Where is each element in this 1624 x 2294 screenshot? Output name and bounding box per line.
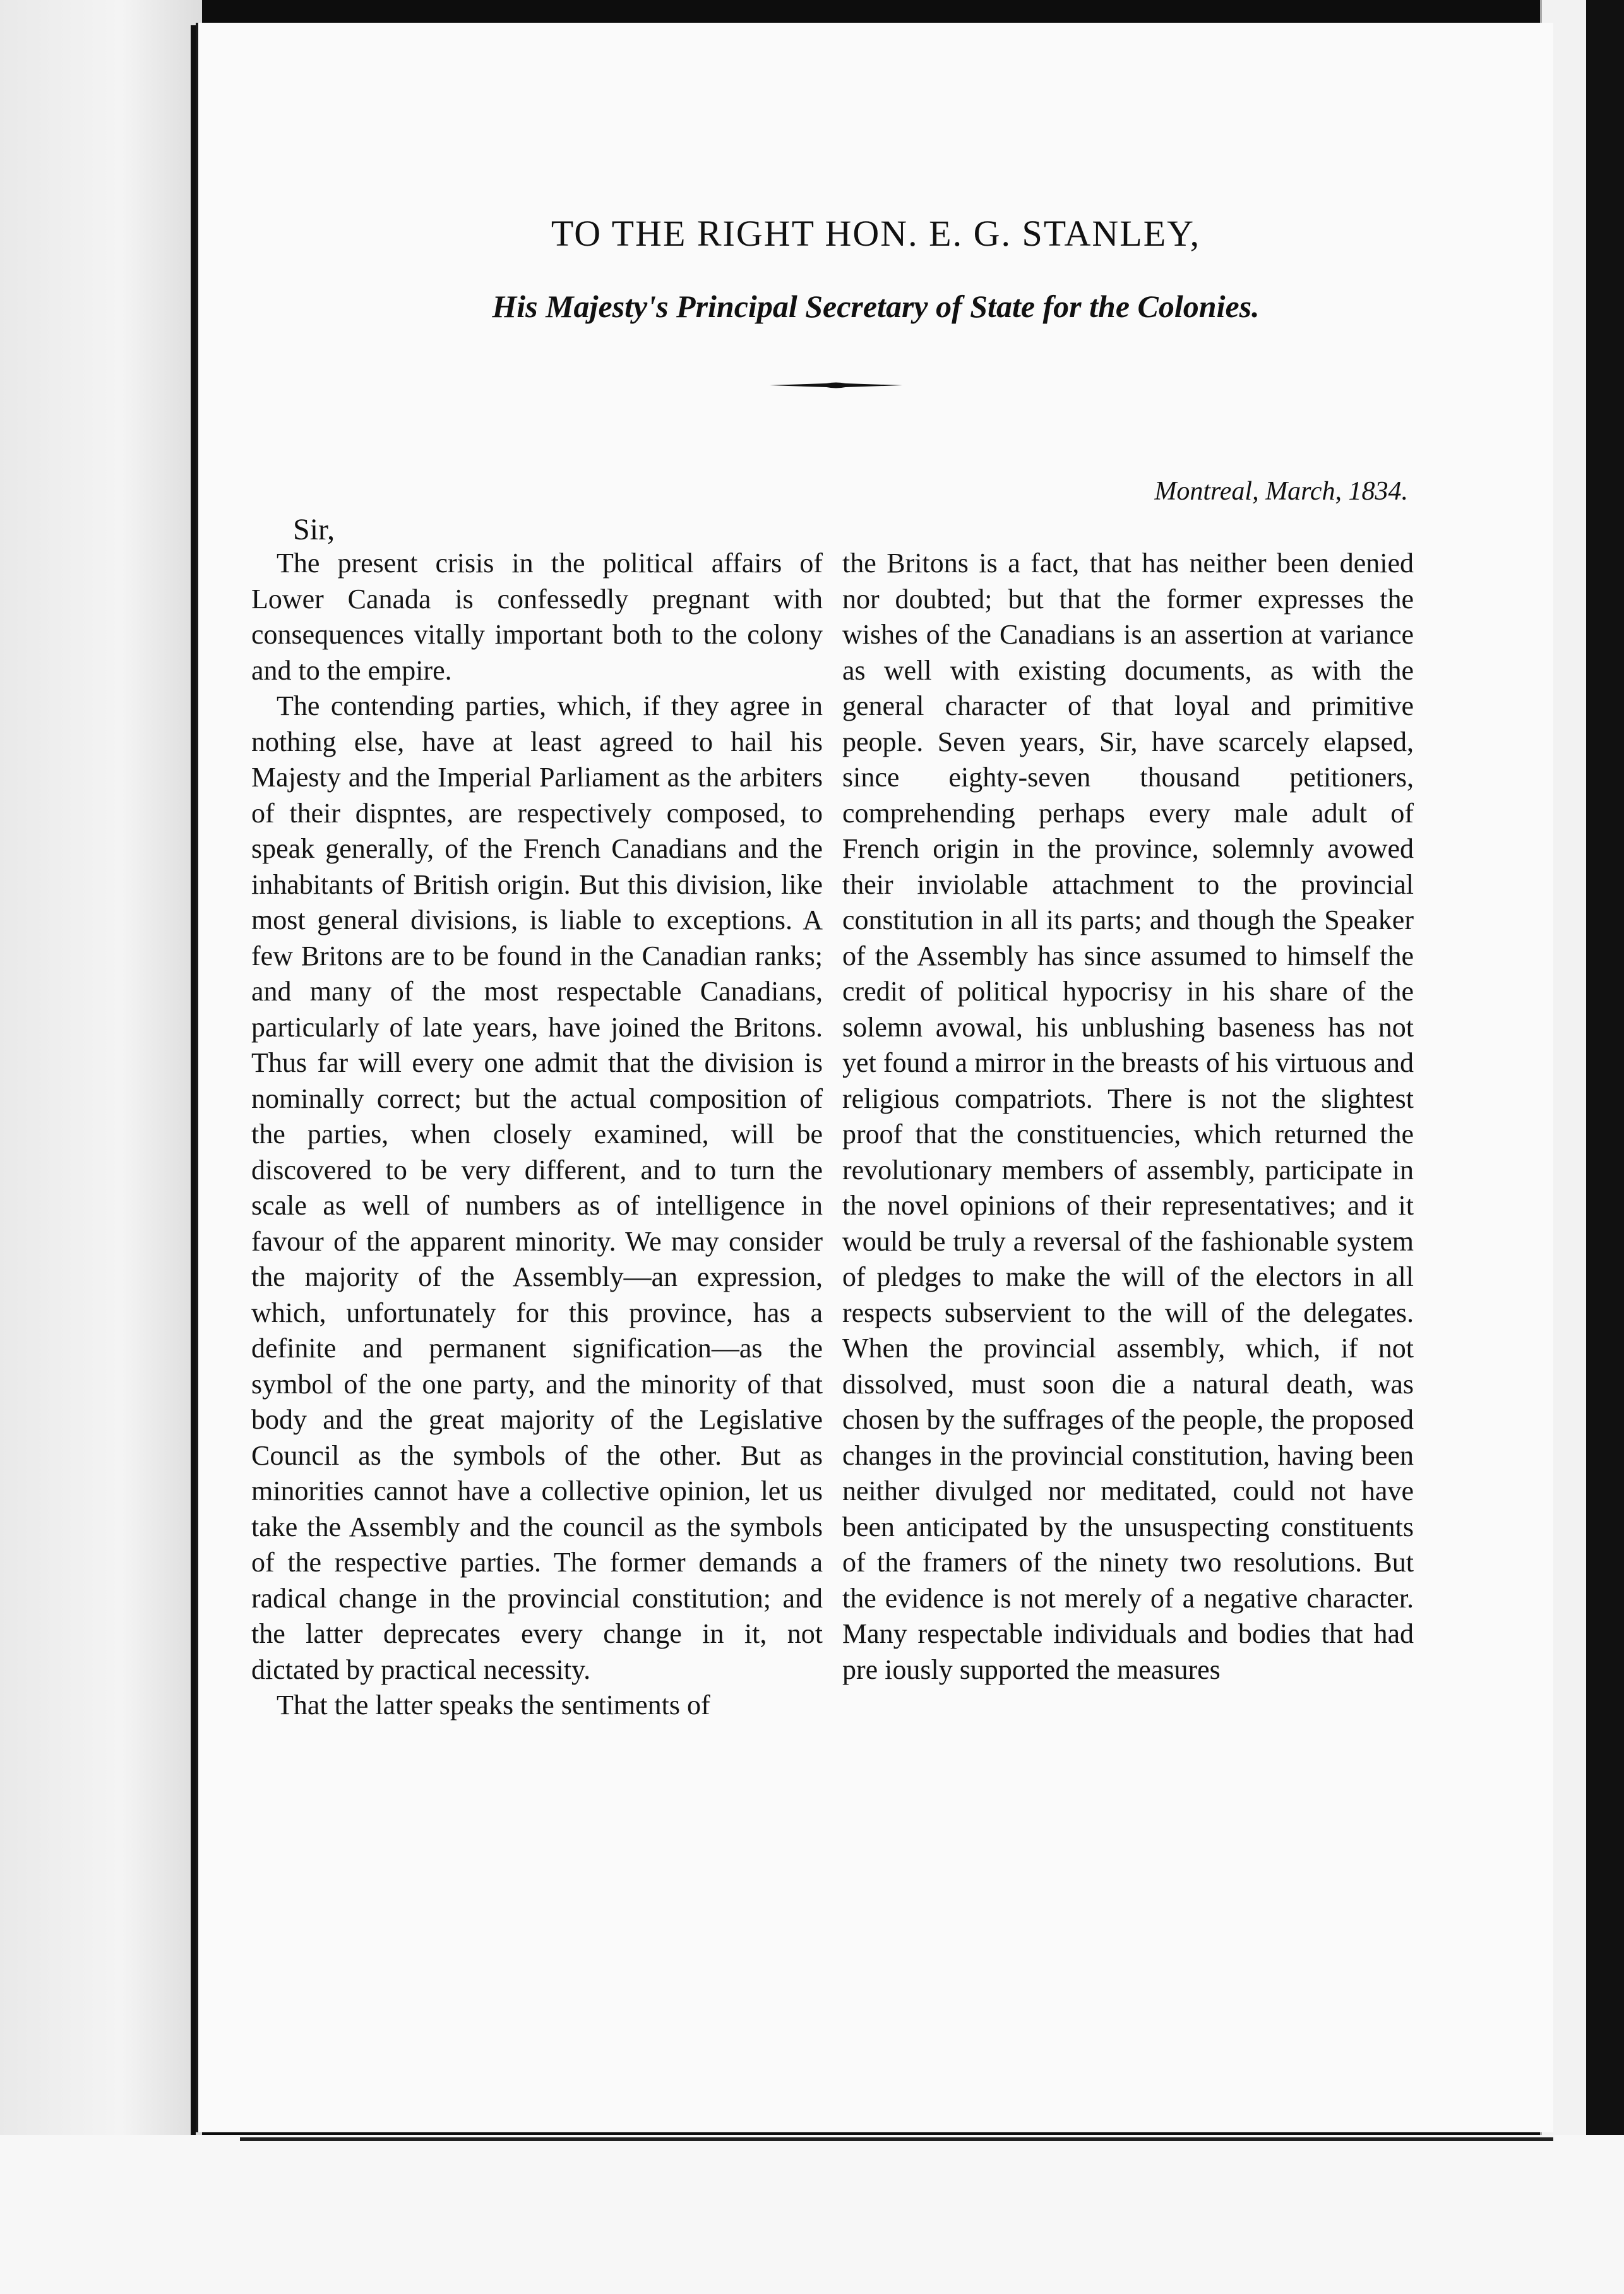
page-bottom-edge <box>240 2137 1553 2141</box>
scan-bottom-margin <box>0 2135 1624 2294</box>
ornamental-rule <box>770 381 902 389</box>
scan-border-right <box>1586 0 1624 2294</box>
binding-gutter <box>191 25 196 2135</box>
text-column-right <box>842 546 1414 1891</box>
text-column-left <box>251 546 823 1891</box>
paragraph: the Britons is a fact, that has neither been denied nor doubted; but that the former expresses the wishes of the Canadians is an assertion at variance as well with existing documents, as with the general character of that loyal and primitive people. Seven years, Sir, have scarcely elapsed, since eighty-seven thousand petitioners, comprehending perhaps every male adult of French origin in the province, solemnly avowed their inviolable attachment to the provincial constitution in all its parts; and though the Speaker of the Assembly has since assumed to himself the credit of political hypocrisy in his share of the solemn avowal, his unblushing baseness has not yet found a mirror in the breasts of his virtuous and religious compatriots. There is not the slightest proof that the constituencies, which returned the revolutionary members of assembly, participate in the novel opinions of their representatives; and it would be truly a reversal of the fashionable system of pledges to make the will of the electors in all respects subservient to the will of the delegates. When the provincial assembly, which, if not dissolved, must soon die a natural death, was chosen by the suffrages of the people, the proposed changes in the provincial constitution, having been neither divulged nor meditated, could not have been anticipated by the unsuspecting constituents of the framers of the ninety two resolutions. But the evidence is not merely of a negative character. Many respectable individuals and bodies that had pre iously supported the measures <box>842 548 1414 1685</box>
page-title: TO THE RIGHT HON. E. G. STANLEY, <box>551 213 1201 254</box>
salutation: Sir, <box>293 513 335 546</box>
previous-page-edge <box>0 0 202 2294</box>
paragraph: The present crisis in the political affairs of Lower Canada is confessedly pregnant with consequences vitally important both to the colony and to the empire. <box>251 548 823 686</box>
dateline: Montreal, March, 1834. <box>1154 477 1408 506</box>
page-subtitle: His Majesty's Principal Secretary of State for the Colonies. <box>492 289 1260 324</box>
paragraph: That the latter speaks the sentiments of <box>277 1690 710 1721</box>
paragraph: The contending parties, which, if they agree in nothing else, have at least agreed to hail his Majesty and the Imperial Parliament as the arbiters of their dispntes, are respectively composed, to speak generally, of the French Canadians and the inhabitants of British origin. But this division, like most general divisions, is liable to exceptions. A few Britons are to be found in the Canadian ranks; and many of the most respectable Canadians, particularly of late years, have joined the Britons. Thus far will every one admit that the division is nominally correct; but the actual composition of the parties, when closely examined, will be discovered to be very different, and to turn the scale as well of numbers as of intelligence in favour of the apparent minority. We may consider the majority of the Assembly—an expression, which, unfortunately for this province, has a definite and permanent signification—as the symbol of the one party, and the minority of that body and the great majority of the Legislative Council as the symbols of the other. But as minorities cannot have a collective opinion, let us take the Assembly and the council as the symbols of the respective parties. The former demands a radical change in the provincial constitution; and the latter deprecates every change in it, not dictated by practical necessity. <box>251 690 823 1685</box>
document-page <box>196 23 1553 2132</box>
